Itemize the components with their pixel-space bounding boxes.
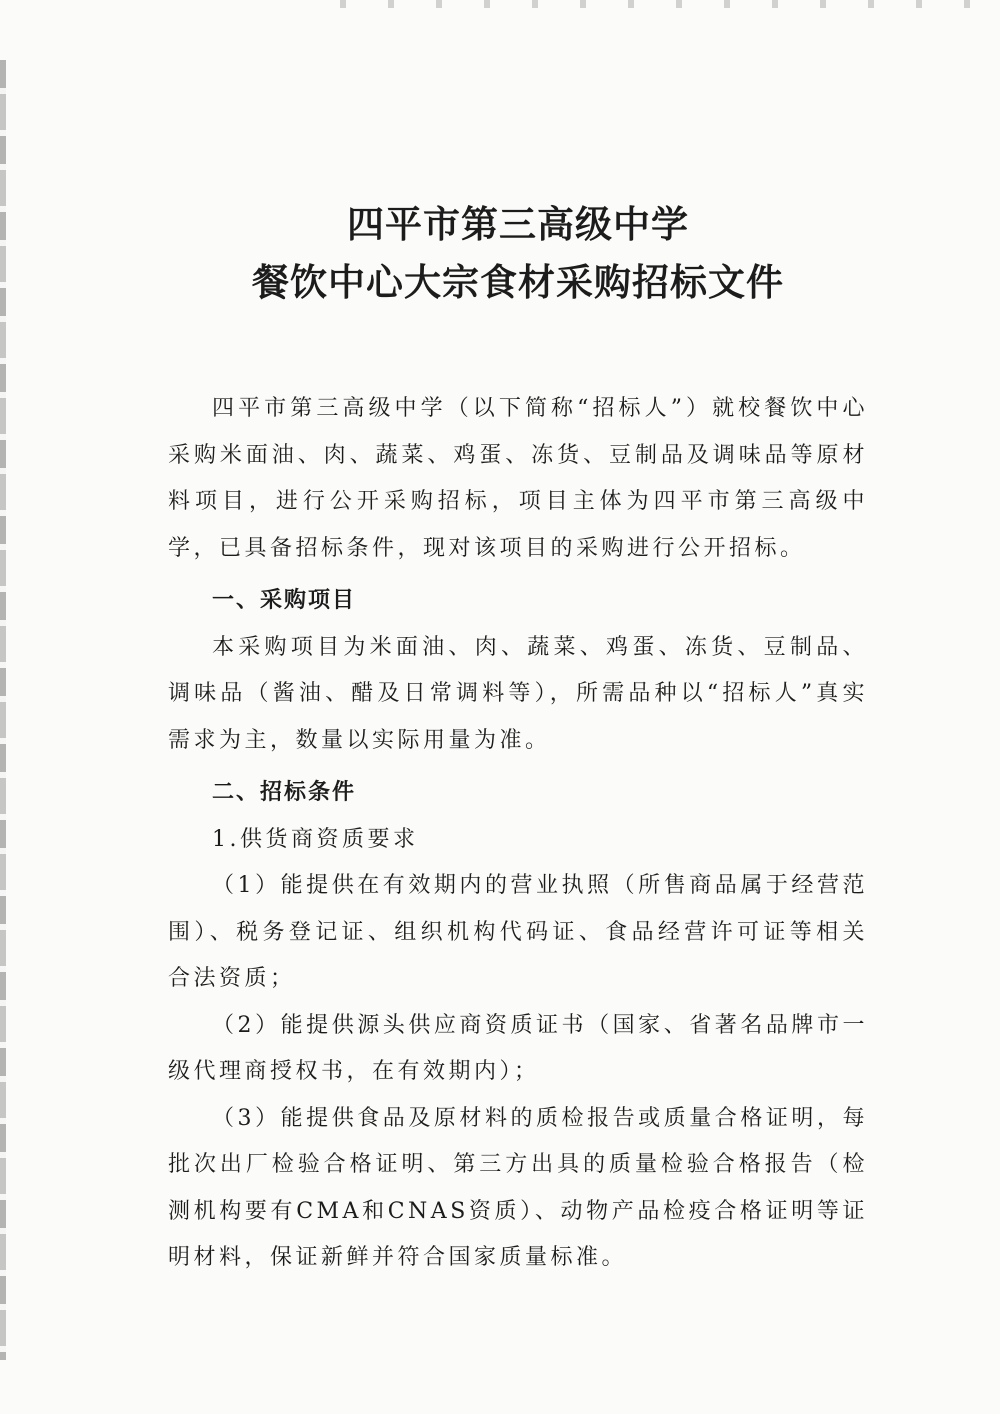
requirement-item-3: （3）能提供食品及原材料的质检报告或质量合格证明，每批次出厂检验合格证明、第三方出具的质量检验合格报告（检测机构要有CMA和CNAS资质）、动物产品检疫合格证明等证明材料，保证新鲜并符合国家质量标准。 (168, 1105, 868, 1270)
requirement-item-1: （1）能提供在有效期内的营业执照（所售商品属于经营范围）、税务登记证、组织机构代码证、食品经营许可证等相关合法资质； (168, 873, 868, 991)
document-title (168, 196, 868, 312)
scan-left-edge (0, 60, 6, 1360)
requirement-item-2: （2）能提供源头供应商资质证书（国家、省著名品牌市一级代理商授权书，在有效期内）； (168, 1012, 868, 1084)
section-1-paragraph: 本采购项目为米面油、肉、蔬菜、鸡蛋、冻货、豆制品、调味品（酱油、醋及日常调料等），所需品种以“招标人”真实需求为主，数量以实际用量为准。 (168, 634, 868, 753)
intro-paragraph: 四平市第三高级中学（以下简称“招标人”）就校餐饮中心采购米面油、肉、蔬菜、鸡蛋、冻货、豆制品及调味品等原材料项目，进行公开采购招标，项目主体为四平市第三高级中学，已具备招标条件，现对该项目的采购进行公开招标。 (168, 396, 868, 561)
title-line-2: 餐饮中心大宗食材采购招标文件 (252, 261, 784, 304)
document-page (168, 196, 868, 1282)
section-2-heading: 二、招标条件 (212, 780, 357, 805)
document-body (168, 386, 868, 1282)
section-1-heading: 一、采购项目 (212, 588, 357, 613)
supplier-qualification-heading: 1.供货商资质要求 (212, 826, 419, 852)
title-line-1: 四平市第三高级中学 (347, 203, 689, 246)
scan-top-edge (340, 0, 1000, 8)
